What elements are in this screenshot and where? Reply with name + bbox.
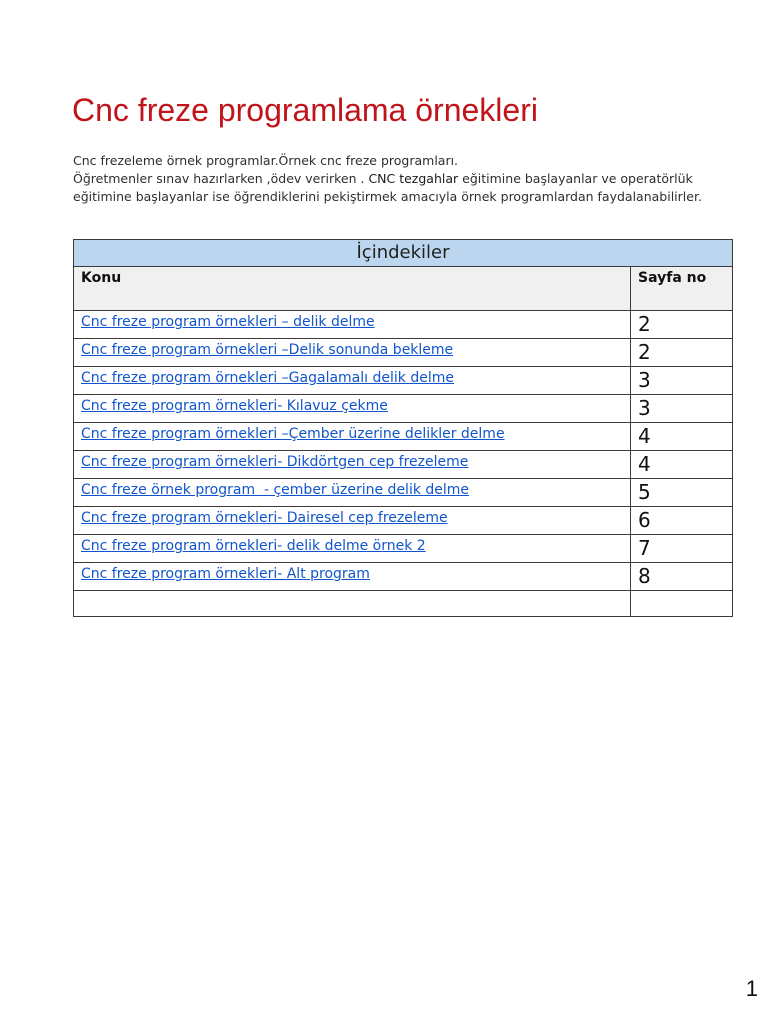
toc-body (74, 311, 733, 617)
toc-topic-cell (74, 395, 631, 423)
empty-table-row (74, 591, 733, 617)
toc-link[interactable]: Cnc freze program örnekleri – delik delme (81, 314, 375, 330)
table-row (74, 535, 733, 563)
toc-link[interactable]: Cnc freze örnek program - çember üzerine delik delme (81, 482, 470, 498)
toc-topic-cell (74, 423, 631, 451)
toc-page-number: 7 (631, 535, 733, 563)
table-row (74, 423, 733, 451)
table-row (74, 563, 733, 591)
toc-page-number: 6 (631, 507, 733, 535)
toc-title: İçindekiler (74, 240, 733, 267)
toc-link[interactable]: Cnc freze program örnekleri –Gagalamalı delik delme (81, 370, 454, 386)
page-title: Cnc freze programlama örnekleri (72, 92, 538, 128)
table-row (74, 451, 733, 479)
column-header-topic: Konu (74, 267, 631, 311)
intro-text-part-1: Öğretmenler sınav hazırlarken ,ödev verirken . (73, 171, 369, 186)
toc-link[interactable]: Cnc freze program örnekleri- Alt program (81, 566, 370, 582)
table-row (74, 367, 733, 395)
cnc-tezgahlar-term: CNC tezgahlar (368, 171, 459, 186)
intro-paragraph (73, 152, 733, 206)
toc-page-number: 4 (631, 451, 733, 479)
intro-line-1: Cnc frezeleme örnek programlar.Örnek cnc freze programları. (73, 153, 459, 168)
toc-topic-cell (74, 535, 631, 563)
toc-topic-cell (74, 479, 631, 507)
toc-page-number: 4 (631, 423, 733, 451)
intro-line-2 (73, 170, 733, 206)
table-row (74, 339, 733, 367)
toc-topic-cell (74, 507, 631, 535)
toc-link[interactable]: Cnc freze program örnekleri –Çember üzerine delikler delme (81, 426, 505, 442)
table-row (74, 507, 733, 535)
table-row (74, 395, 733, 423)
toc-topic-cell (74, 367, 631, 395)
toc-link[interactable]: Cnc freze program örnekleri- Dikdörtgen cep frezeleme (81, 454, 469, 470)
table-of-contents (73, 239, 733, 617)
column-header-page: Sayfa no (631, 267, 733, 311)
toc-empty-page-cell (631, 591, 733, 617)
toc-page-number: 2 (631, 339, 733, 367)
toc-topic-cell (74, 311, 631, 339)
toc-link[interactable]: Cnc freze program örnekleri –Delik sonunda bekleme (81, 342, 454, 358)
toc-topic-cell (74, 563, 631, 591)
toc-page-number: 2 (631, 311, 733, 339)
page-number: 1 (745, 976, 758, 1001)
toc-page-number: 5 (631, 479, 733, 507)
toc-page-number: 3 (631, 395, 733, 423)
toc-topic-cell (74, 339, 631, 367)
toc-page-number: 8 (631, 563, 733, 591)
toc-link[interactable]: Cnc freze program örnekleri- delik delme örnek 2 (81, 538, 426, 554)
table-row (74, 311, 733, 339)
toc-link[interactable]: Cnc freze program örnekleri- Kılavuz çekme (81, 398, 388, 414)
toc-link[interactable]: Cnc freze program örnekleri- Dairesel cep frezeleme (81, 510, 448, 526)
intro-text-part-2: eğitimine başlayanlar ve operatörlük eğitimine başlayanlar ise öğrendiklerini pekiştirmek amacıyla örnek programlardan faydalanabilirler. (73, 171, 702, 204)
toc-empty-topic-cell (74, 591, 631, 617)
toc-topic-cell (74, 451, 631, 479)
toc-page-number: 3 (631, 367, 733, 395)
table-row (74, 479, 733, 507)
